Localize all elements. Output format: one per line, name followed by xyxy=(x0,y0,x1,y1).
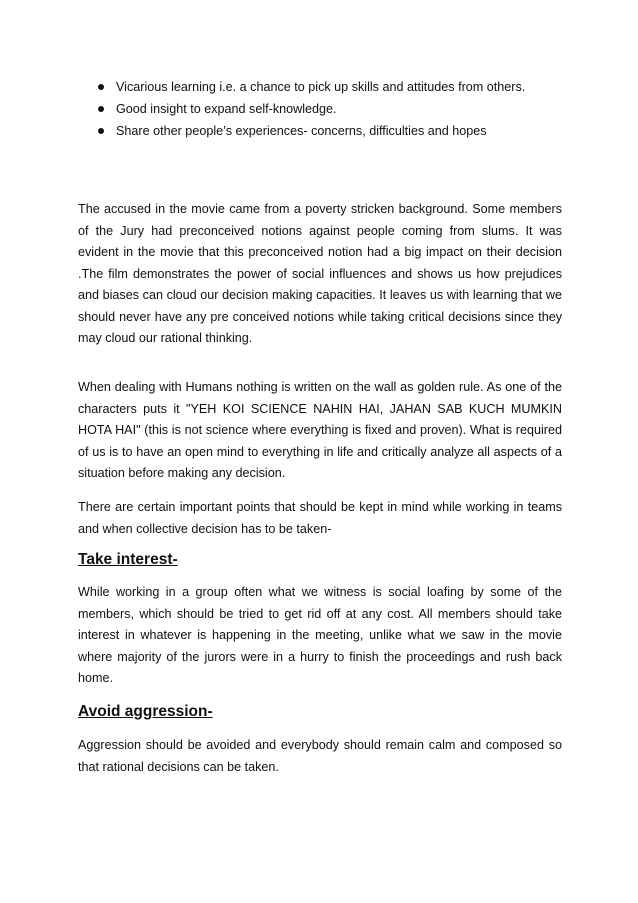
paragraph-accused: The accused in the movie came from a poverty stricken background. Some members of the Jury had preconceived notions against people coming from slums. It was evident in the movie that this preconceived notion had a big impact on their decision .The film demonstrates the power of social influences and shows us how prejudices and biases can cloud our decision making capacities. It leaves us with learning that we should never have any pre conceived notions while taking critical decisions since they may cloud our rational thinking. xyxy=(78,202,562,345)
bullet-icon xyxy=(98,84,104,90)
bullet-list xyxy=(97,77,562,143)
paragraph-important-points: There are certain important points that should be kept in mind while working in teams and when collective decision has to be taken- xyxy=(78,500,562,536)
bullet-text: Good insight to expand self-knowledge. xyxy=(116,102,337,116)
bullet-icon xyxy=(98,128,104,134)
bullet-text: Share other people’s experiences- concerns, difficulties and hopes xyxy=(116,124,487,138)
list-item xyxy=(97,121,562,142)
list-item xyxy=(97,77,562,98)
paragraph-avoid-aggression: Aggression should be avoided and everybody should remain calm and composed so that rational decisions can be taken. xyxy=(78,738,562,774)
heading-avoid-aggression: Avoid aggression- xyxy=(78,703,213,720)
heading-take-interest: Take interest- xyxy=(78,551,178,568)
paragraph-take-interest: While working in a group often what we witness is social loafing by some of the members, which should be tried to get rid off at any cost. All members should take interest in whatever is happening in the meeting, unlike what we saw in the movie where majority of the jurors were in a hurry to finish the proceedings and rush back home. xyxy=(78,585,562,685)
bullet-text: Vicarious learning i.e. a chance to pick up skills and attitudes from others. xyxy=(116,80,526,94)
paragraph-golden-rule: When dealing with Humans nothing is written on the wall as golden rule. As one of the characters puts it "YEH KOI SCIENCE NAHIN HAI, JAHAN SAB KUCH MUMKIN HOTA HAI" (this is not science where everything is fixed and proven). What is required of us is to have an open mind to everything in life and critically analyze all aspects of a situation before making any decision. xyxy=(78,380,562,480)
bullet-icon xyxy=(98,106,104,112)
list-item xyxy=(97,99,562,120)
